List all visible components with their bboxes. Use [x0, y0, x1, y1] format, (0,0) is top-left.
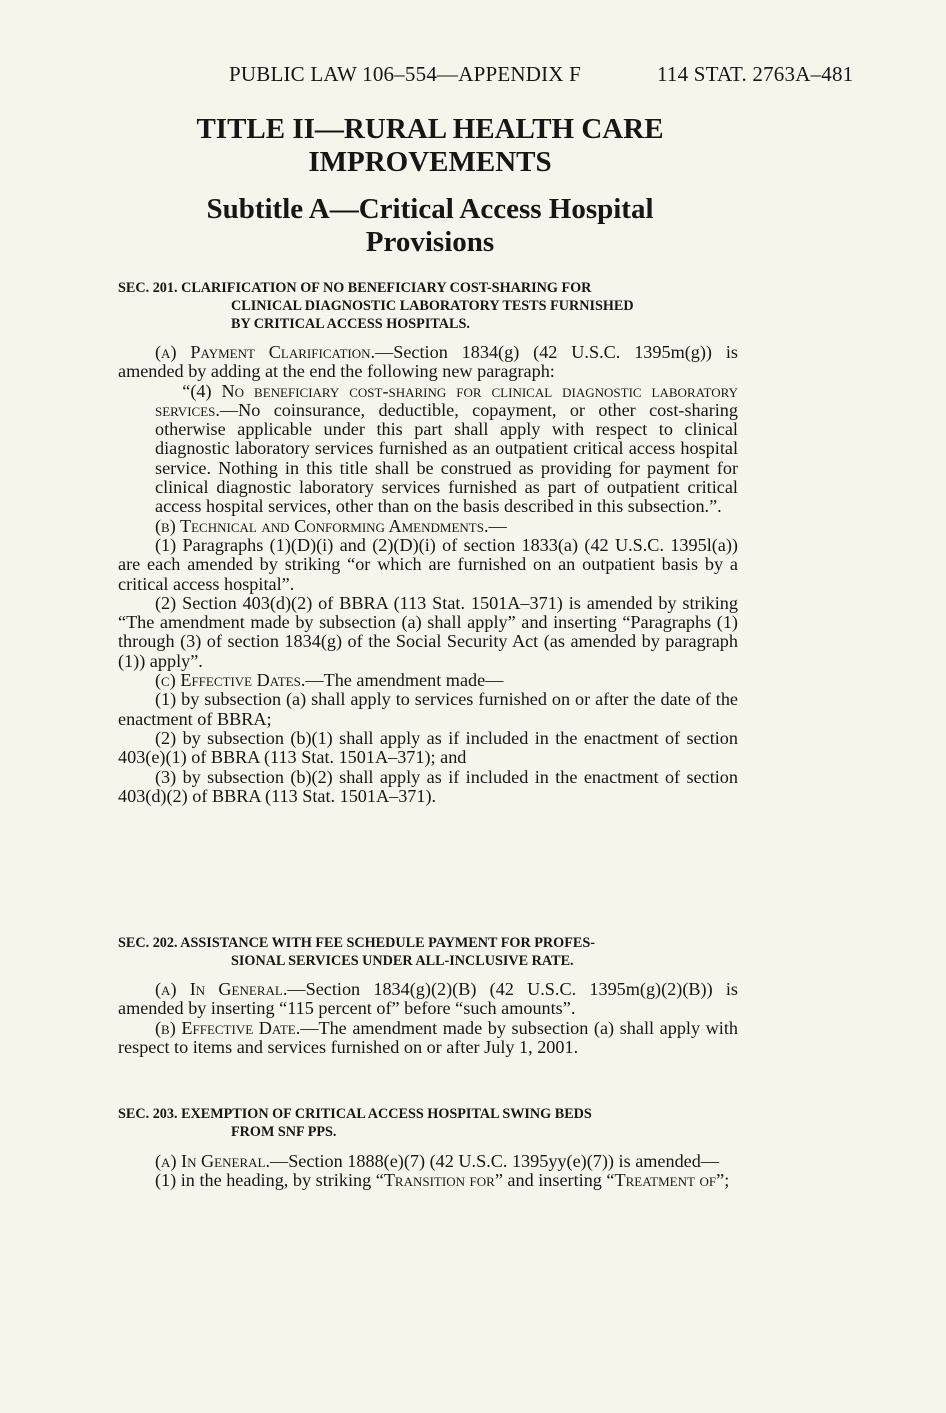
sec-201-heading-line-2: CLINICAL DIAGNOSTIC LABORATORY TESTS FURNISHED: [231, 298, 634, 314]
sec-202-heading-line-2: SIONAL SERVICES UNDER ALL-INCLUSIVE RATE.: [231, 953, 574, 969]
sec-203-heading-line-2: FROM SNF PPS.: [231, 1124, 337, 1140]
title-line-1: TITLE II—RURAL HEALTH CARE: [196, 113, 664, 145]
sec-203-a1-mid: ” and inserting “: [494, 1170, 615, 1191]
sec-201-subsection-c: [118, 671, 738, 690]
sec-203-a1-post: ”;: [716, 1170, 730, 1191]
running-head: [229, 62, 879, 87]
sec-201-c-heading: (c) Effective Dates.—: [155, 670, 324, 691]
sec-201-a-text: Section 1834(g) (42 U.S.C. 1395m(g)) is amended by adding at the end the following new paragraph:: [118, 342, 738, 382]
sec-203-a-heading: (a) In General.—: [155, 1151, 289, 1171]
sec-201-c2: (2) by subsection (b)(1) shall apply as if included in the enactment of section 403(e)(1) of BBRA (113 Stat. 1501A–371); and: [118, 727, 738, 768]
sec-202-heading: [118, 934, 595, 970]
sec-203-a-text: Section 1888(e)(7) (42 U.S.C. 1395yy(e)(7)) is amended—: [288, 1151, 720, 1171]
sec-203-body: [118, 1152, 738, 1191]
sec-201-c-text: The amendment made—: [323, 670, 504, 691]
sec-201-c1: (1) by subsection (a) shall apply to services furnished on or after the date of the enactment of BBRA;: [118, 689, 738, 729]
sec-203-a1-pre: (1) in the heading, by striking “: [155, 1170, 384, 1191]
sec-201-a-heading: (a) Payment Clarification.—: [155, 342, 394, 362]
sec-201-subsection-a: [118, 343, 738, 382]
sec-201-c3: (3) by subsection (b)(2) shall apply as if included in the enactment of section 403(d)(2) of BBRA (113 Stat. 1501A–371).: [118, 766, 738, 806]
sec-203-a1-strike: Transition for: [383, 1170, 495, 1191]
title-line-2: IMPROVEMENTS: [308, 146, 552, 178]
sec-201-quote-text: No coinsurance, deductible, copayment, or other cost-sharing otherwise applicable under this part shall apply with respect to clinical diagnostic laboratory services furnished as an outpatient critical access hospital service. Nothing in this title shall be construed as providing for payment for clinical diagnostic laboratory services furnished as part of outpatient critical access hospital services, other than on the basis described in this subsection.”.: [155, 399, 738, 517]
sec-203-subsection-a: [118, 1152, 738, 1171]
running-head-stat: 114 STAT. 2763A–481: [657, 62, 854, 86]
sec-202-heading-line-1: SEC. 202. ASSISTANCE WITH FEE SCHEDULE PAYMENT FOR PROFES-: [118, 935, 595, 951]
subtitle-line-1: Subtitle A—Critical Access Hospital: [206, 193, 654, 225]
sec-201-heading-line-3: BY CRITICAL ACCESS HOSPITALS.: [231, 316, 470, 332]
sec-202-body: [118, 980, 738, 1057]
sec-203-a1-insert: Treatment of: [614, 1170, 717, 1191]
sec-202-b-text: The amendment made by subsection (a) shall apply with respect to items and services furnished on or after July 1, 2001.: [118, 1017, 738, 1057]
sec-202-a-text: Section 1834(g)(2)(B) (42 U.S.C. 1395m(g)(2)(B)) is amended by inserting “115 percent of” before “such amounts”.: [118, 979, 738, 1019]
running-head-law: PUBLIC LAW 106–554—APPENDIX F: [229, 62, 582, 86]
sec-201-b1: (1) Paragraphs (1)(D)(i) and (2)(D)(i) of section 1833(a) (42 U.S.C. 1395l(a)) are each amended by striking “or which are furnished on an outpatient basis by a critical access hospital”.: [118, 534, 738, 594]
sec-202-a-heading: (a) In General.—: [155, 979, 306, 999]
sec-201-heading: [118, 279, 634, 333]
sec-201-b-heading: (b) Technical and Conforming Amendments.—: [155, 515, 507, 536]
sec-202-subsection-a: [118, 980, 738, 1019]
sec-201-quote-heading: “(4) No beneficiary cost-sharing for clinical diagnostic laboratory services.—: [155, 380, 738, 420]
sec-201-heading-line-1: SEC. 201. CLARIFICATION OF NO BENEFICIARY COST-SHARING FOR: [118, 280, 592, 296]
sec-201-b2: (2) Section 403(d)(2) of BBRA (113 Stat. 1501A–371) is amended by striking “The amendment made by subsection (a) shall apply” and inserting “Paragraphs (1) through (3) of section 1834(g) of the Social Security Act (as amended by paragraph (1)) apply”.: [118, 592, 738, 671]
subtitle-heading: [120, 193, 740, 259]
sec-203-heading-line-1: SEC. 203. EXEMPTION OF CRITICAL ACCESS HOSPITAL SWING BEDS: [118, 1106, 592, 1122]
sec-201-subsection-b: [118, 517, 738, 536]
sec-203-heading: [118, 1105, 592, 1141]
title-heading: [120, 113, 740, 179]
sec-202-subsection-b: [118, 1019, 738, 1058]
sec-201-body: [118, 343, 738, 806]
subtitle-line-2: Provisions: [365, 226, 495, 258]
sec-202-b-heading: (b) Effective Date.—: [155, 1017, 319, 1038]
sec-201-quoted-paragraph: [155, 382, 738, 517]
sec-203-a1: [118, 1171, 738, 1190]
